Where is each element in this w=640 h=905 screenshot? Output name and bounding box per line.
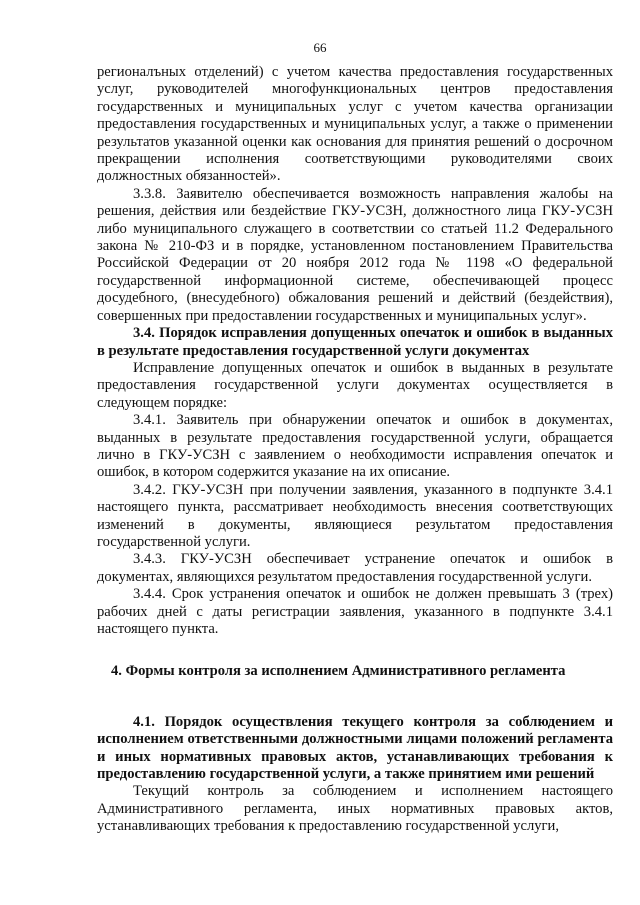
section-heading-4: 4. Формы контроля за исполнением Административного регламента (111, 663, 566, 680)
paragraph-3-4-2: 3.4.2. ГКУ-УСЗН при получении заявления, указанного в подпункте 3.4.1 настоящего пункта, рассматривает необходимость внесения соответствующих изменений в документы, являющиеся результатом предоставления государственной услуги. (97, 481, 613, 550)
page-number: 66 (313, 40, 327, 55)
paragraph-3-3-8: 3.3.8. Заявителю обеспечивается возможность направления жалобы на решения, действия или бездействие ГКУ-УСЗН, должностного лица ГКУ-УСЗН либо муниципального служащего в соответствии со статьей 11.2 Федерального закона № 210-ФЗ и в порядке, установленном постановлением Правительства Российской Федерации от 20 ноября 2012 года № 1198 «О федеральной государственной информационной системе, обеспечивающей процесс досудебного, (внесудебного) обжалования решений и действий (бездействия), совершенных при предоставлении государственных и муниципальных услуг». (97, 185, 613, 324)
paragraph-3-4-4: 3.4.4. Срок устранения опечаток и ошибок не должен превышать 3 (трех) рабочих дней с даты регистрации заявления, указанного в подпункте 3.4.1 настоящего пункта. (97, 586, 613, 637)
document-body (97, 64, 613, 836)
paragraph-3-4-intro: Исправление допущенных опечаток и ошибок в выданных в результате предоставления государственной услуги документах осуществляется в следующем порядке: (97, 359, 613, 411)
paragraph-3-4-3: 3.4.3. ГКУ-УСЗН обеспечивает устранение опечаток и ошибок в документах, являющихся результатом предоставления государственной услуги. (97, 551, 613, 585)
paragraph-3-4-1: 3.4.1. Заявитель при обнаружении опечаток и ошибок в документах, выданных в результате предоставления государственной услуги, обращается лично в ГКУ-УСЗН с заявлением о необходимости исправления опечаток и ошибок, в котором содержится указание на их описание. (97, 412, 613, 481)
heading-3-4: 3.4. Порядок исправления допущенных опечаток и ошибок в выданных в результате предоставления государственной услуги документах (97, 325, 613, 359)
paragraph-4-1-text: Текущий контроль за соблюдением и исполнением настоящего Административного регламента, иных нормативных правовых актов, устанавливающих требования к предоставлению государственной услуги, (97, 783, 613, 835)
paragraph-continuation: регионалъных отделений) с учетом качества предоставления государственных услуг, руководителей многофункциональных центров предоставления государственных и муниципальных услуг с учетом качества организации предоставления государственных и муниципальных услуг, а также о применении результатов указанной оценки как основания для принятия решений о досрочном прекращении исполнения соответствующими руководителями своих должностных обязанностей». (97, 64, 613, 185)
heading-4-1: 4.1. Порядок осуществления текущего контроля за соблюдением и исполнением ответственными должностными лицами положений регламента и иных нормативных правовых актов, устанавливающих требования к предоставлению государственной услуги, а также принятием ими решений (97, 713, 613, 783)
